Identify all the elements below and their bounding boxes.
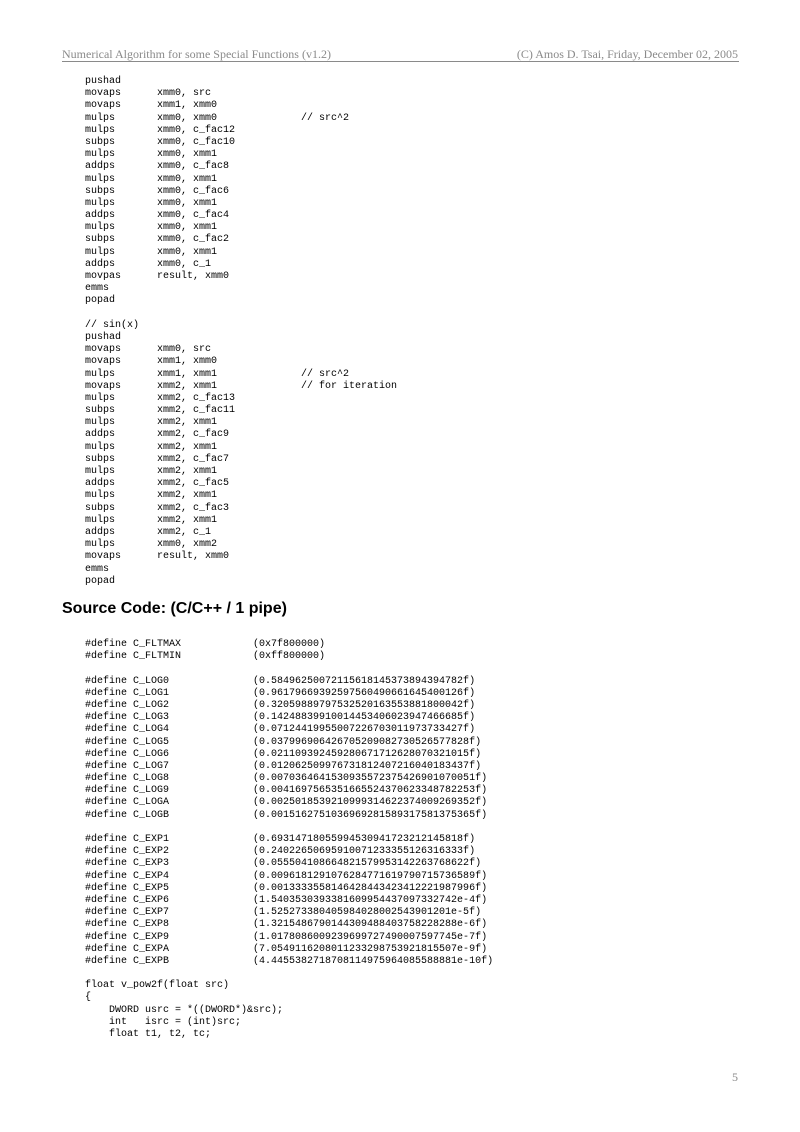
code-line: popad xyxy=(85,295,116,307)
code-line: subps xmm0, c_fac6 xyxy=(85,185,230,197)
code-line: #define C_LOGB (0.0015162751036969281589317581375365f) xyxy=(85,809,488,821)
assembly-code-block xyxy=(85,76,397,588)
code-line: mulps xmm0, xmm1 xyxy=(85,222,218,234)
code-line: #define C_LOG0 (0.58496250072115618145373894394782f) xyxy=(85,675,476,687)
code-line: #define C_EXP9 (1.0178086009239699727490007597745e-7f) xyxy=(85,931,488,943)
code-line: #define C_EXP8 (1.3215486790144309488403758228288e-6f) xyxy=(85,919,488,931)
code-line: mulps xmm0, xmm1 xyxy=(85,149,218,161)
code-line: mulps xmm2, c_fac13 xyxy=(85,392,236,404)
blank-line xyxy=(85,822,493,834)
code-line: movaps result, xmm0 xyxy=(85,551,230,563)
code-line: #define C_LOG8 (0.0070364641530935572375426901070051f) xyxy=(85,773,488,785)
code-line: mulps xmm1, xmm1 // src^2 xyxy=(85,368,350,380)
header-rule xyxy=(62,61,739,62)
code-line: movaps xmm1, xmm0 xyxy=(85,100,218,112)
code-line: #define C_FLTMIN (0xff800000) xyxy=(85,651,326,663)
header-copyright: (C) Amos D. Tsai, Friday, December 02, 2005 xyxy=(516,47,738,61)
code-line: movaps xmm1, xmm0 xyxy=(85,356,218,368)
code-line: movpas result, xmm0 xyxy=(85,271,230,282)
code-line: #define C_LOG4 (0.07124419955007226703011973733427f) xyxy=(85,724,476,736)
code-line: mulps xmm0, xmm1 xyxy=(85,197,218,209)
code-line: emms xyxy=(85,283,110,295)
header-title: Numerical Algorithm for some Special Functions (v1.2) xyxy=(62,47,331,61)
section-heading: Source Code: (C/C++ / 1 pipe) xyxy=(62,600,287,617)
code-line: { xyxy=(85,992,92,1004)
blank-line xyxy=(85,968,493,980)
code-line: #define C_LOG9 (0.0041697565351665524370623348782253f) xyxy=(85,785,488,797)
code-line: mulps xmm0, c_fac12 xyxy=(85,124,236,136)
code-line: addps xmm2, c_fac9 xyxy=(85,429,230,441)
code-line: #define C_LOG7 (0.012062509976731812407216040183437f) xyxy=(85,760,482,772)
code-line: mulps xmm2, xmm1 xyxy=(85,490,218,502)
code-line: addps xmm0, c_1 xyxy=(85,258,212,270)
blank-line xyxy=(85,663,493,675)
code-line: movaps xmm0, src xyxy=(85,344,212,356)
code-line: mulps xmm0, xmm1 xyxy=(85,173,218,185)
code-line: float v_pow2f(float src) xyxy=(85,980,230,992)
code-line: mulps xmm2, xmm1 xyxy=(85,514,218,526)
code-line: addps xmm2, c_fac5 xyxy=(85,478,230,490)
code-line: mulps xmm0, xmm1 xyxy=(85,246,218,258)
code-line: #define C_EXPB (4.4455382718708114975964085588881e-10f) xyxy=(85,955,494,967)
code-line: mulps xmm0, xmm2 xyxy=(85,539,218,551)
code-line: movaps xmm0, src xyxy=(85,88,212,100)
code-line: DWORD usrc = *((DWORD*)&src); xyxy=(85,1004,284,1016)
code-line: #define C_EXP2 (0.24022650695910071233355126316333f) xyxy=(85,846,476,858)
code-line: #define C_LOG6 (0.021109392459280671712628070321015f) xyxy=(85,748,482,760)
code-line: #define C_EXPA (7.0549116208011233298753921815507e-9f) xyxy=(85,943,488,955)
code-line: mulps xmm2, xmm1 xyxy=(85,441,218,453)
code-line: #define C_LOG2 (0.32059889797532520163553881800042f) xyxy=(85,699,476,711)
code-line: #define C_EXP3 (0.055504108664821579953142263768622f) xyxy=(85,858,482,870)
code-line: addps xmm2, c_1 xyxy=(85,526,212,538)
code-line: mulps xmm2, xmm1 xyxy=(85,417,218,429)
code-line: #define C_EXP7 (1.525273380405984028002543901201e-5f) xyxy=(85,907,482,919)
code-line: subps xmm0, c_fac2 xyxy=(85,234,230,246)
code-line: subps xmm2, c_fac7 xyxy=(85,453,230,465)
code-line: addps xmm0, c_fac4 xyxy=(85,210,230,222)
page-number: 5 xyxy=(732,1070,738,1084)
code-line: addps xmm0, c_fac8 xyxy=(85,161,230,173)
code-line: // sin(x) xyxy=(85,319,140,331)
blank-line xyxy=(85,308,397,320)
code-line: #define C_LOG1 (0.96179669392597560490661645400126f) xyxy=(85,687,476,699)
code-line: #define C_FLTMAX (0x7f800000) xyxy=(85,639,326,650)
code-line: #define C_LOG5 (0.037996906426705209082730526577828f) xyxy=(85,736,482,748)
code-line: subps xmm2, c_fac11 xyxy=(85,405,236,417)
c-source-code-block xyxy=(85,639,493,1041)
code-line: #define C_EXP6 (1.5403530393381609954437097332742e-4f) xyxy=(85,894,488,906)
code-line: popad xyxy=(85,575,116,587)
code-line: float t1, t2, tc; xyxy=(85,1029,212,1040)
code-line: pushad xyxy=(85,331,122,343)
code-line: #define C_EXP5 (0.0013333558146428443423412221987996f) xyxy=(85,882,488,894)
code-line: mulps xmm0, xmm0 // src^2 xyxy=(85,112,350,124)
code-line: mulps xmm2, xmm1 xyxy=(85,466,218,477)
code-line: emms xyxy=(85,563,110,575)
code-line: subps xmm0, c_fac10 xyxy=(85,136,236,148)
code-line: #define C_EXP4 (0.0096181291076284771619790715736589f) xyxy=(85,870,488,882)
code-line: movaps xmm2, xmm1 // for iteration xyxy=(85,380,398,392)
code-line: #define C_LOGA (0.0025018539210999314622374009269352f) xyxy=(85,797,488,809)
code-line: int isrc = (int)src; xyxy=(85,1016,242,1028)
code-line: #define C_LOG3 (0.14248839910014453406023947466685f) xyxy=(85,712,476,724)
code-line: subps xmm2, c_fac3 xyxy=(85,502,230,514)
code-line: #define C_EXP1 (0.69314718055994530941723212145818f) xyxy=(85,834,476,845)
code-line: pushad xyxy=(85,76,122,87)
